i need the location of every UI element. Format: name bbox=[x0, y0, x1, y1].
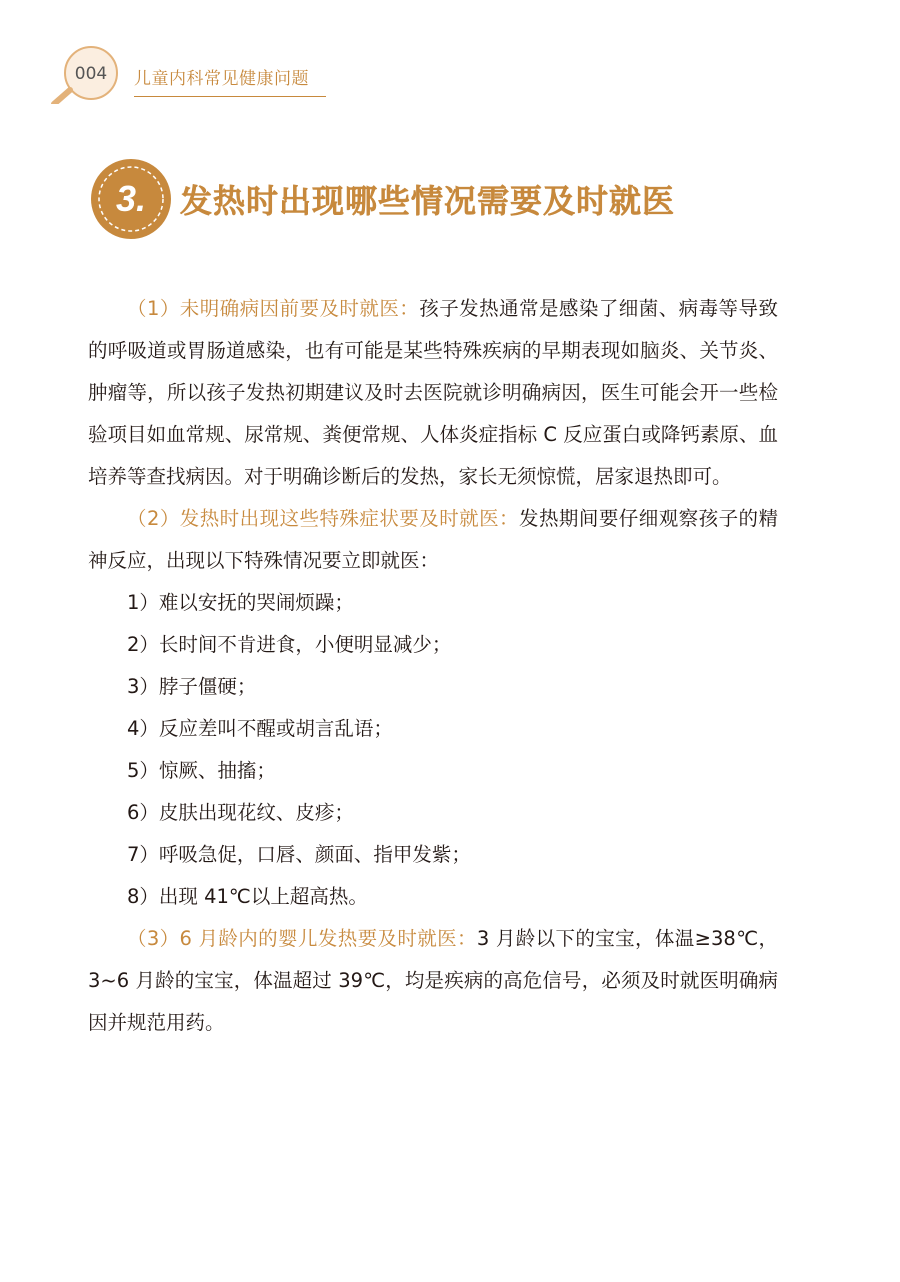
symptom-item: 3）脖子僵硬； bbox=[127, 675, 257, 698]
symptom-item: 6）皮肤出现花纹、皮疹； bbox=[127, 801, 354, 824]
page-number: 004 bbox=[74, 64, 108, 84]
symptom-item: 2）长时间不肯进食，小便明显减少； bbox=[127, 633, 452, 656]
paragraph-1-body: 孩子发热通常是感染了细菌、病毒等导致的呼吸道或胃肠道感染，也有可能是某些特殊疾病的早期表现如脑炎、关节炎、肿瘤等，所以孩子发热初期建议及时去医院就诊明确病因，医生可能会开一些检验项目如血常规、尿常规、粪便常规、人体炎症指标 C 反应蛋白或降钙素原、血培养等查找病因。对于明确诊断后的发热，家长无须惊慌，居家退热即可。 bbox=[88, 297, 778, 488]
running-header bbox=[48, 44, 338, 104]
book-title: 儿童内科常见健康问题 bbox=[134, 69, 309, 89]
paragraph-1-lead: （1）未明确病因前要及时就医： bbox=[127, 297, 420, 320]
paragraph-2-body: 发热期间要仔细观察孩子的精神反应，出现以下特殊情况要立即就医： bbox=[88, 507, 778, 572]
symptom-item: 8）出现 41℃以上超高热。 bbox=[127, 885, 368, 908]
section-title: 发热时出现哪些情况需要及时就医 bbox=[180, 182, 676, 220]
paragraph-3-lead: （3）6 月龄内的婴儿发热要及时就医： bbox=[127, 927, 477, 950]
paragraph-3 bbox=[88, 918, 778, 1044]
body-text bbox=[88, 288, 778, 1044]
paragraph-1 bbox=[88, 288, 778, 498]
paragraph-3-body: 3 月龄以下的宝宝，体温≥38℃，3~6 月龄的宝宝，体温超过 39℃，均是疾病的高危信号，必须及时就医明确病因并规范用药。 bbox=[88, 927, 778, 1034]
section-number-badge bbox=[90, 158, 172, 240]
symptom-item: 7）呼吸急促，口唇、颜面、指甲发紫； bbox=[127, 843, 471, 866]
header-rule bbox=[134, 96, 326, 97]
paragraph-2 bbox=[88, 498, 778, 582]
symptom-item: 1）难以安抚的哭闹烦躁； bbox=[127, 591, 354, 614]
section-number: 3. bbox=[115, 178, 147, 219]
paragraph-2-lead: （2）发热时出现这些特殊症状要及时就医： bbox=[127, 507, 520, 530]
symptom-item: 5）惊厥、抽搐； bbox=[127, 759, 276, 782]
symptom-item: 4）反应差叫不醒或胡言乱语； bbox=[127, 717, 393, 740]
section-heading bbox=[90, 158, 790, 240]
